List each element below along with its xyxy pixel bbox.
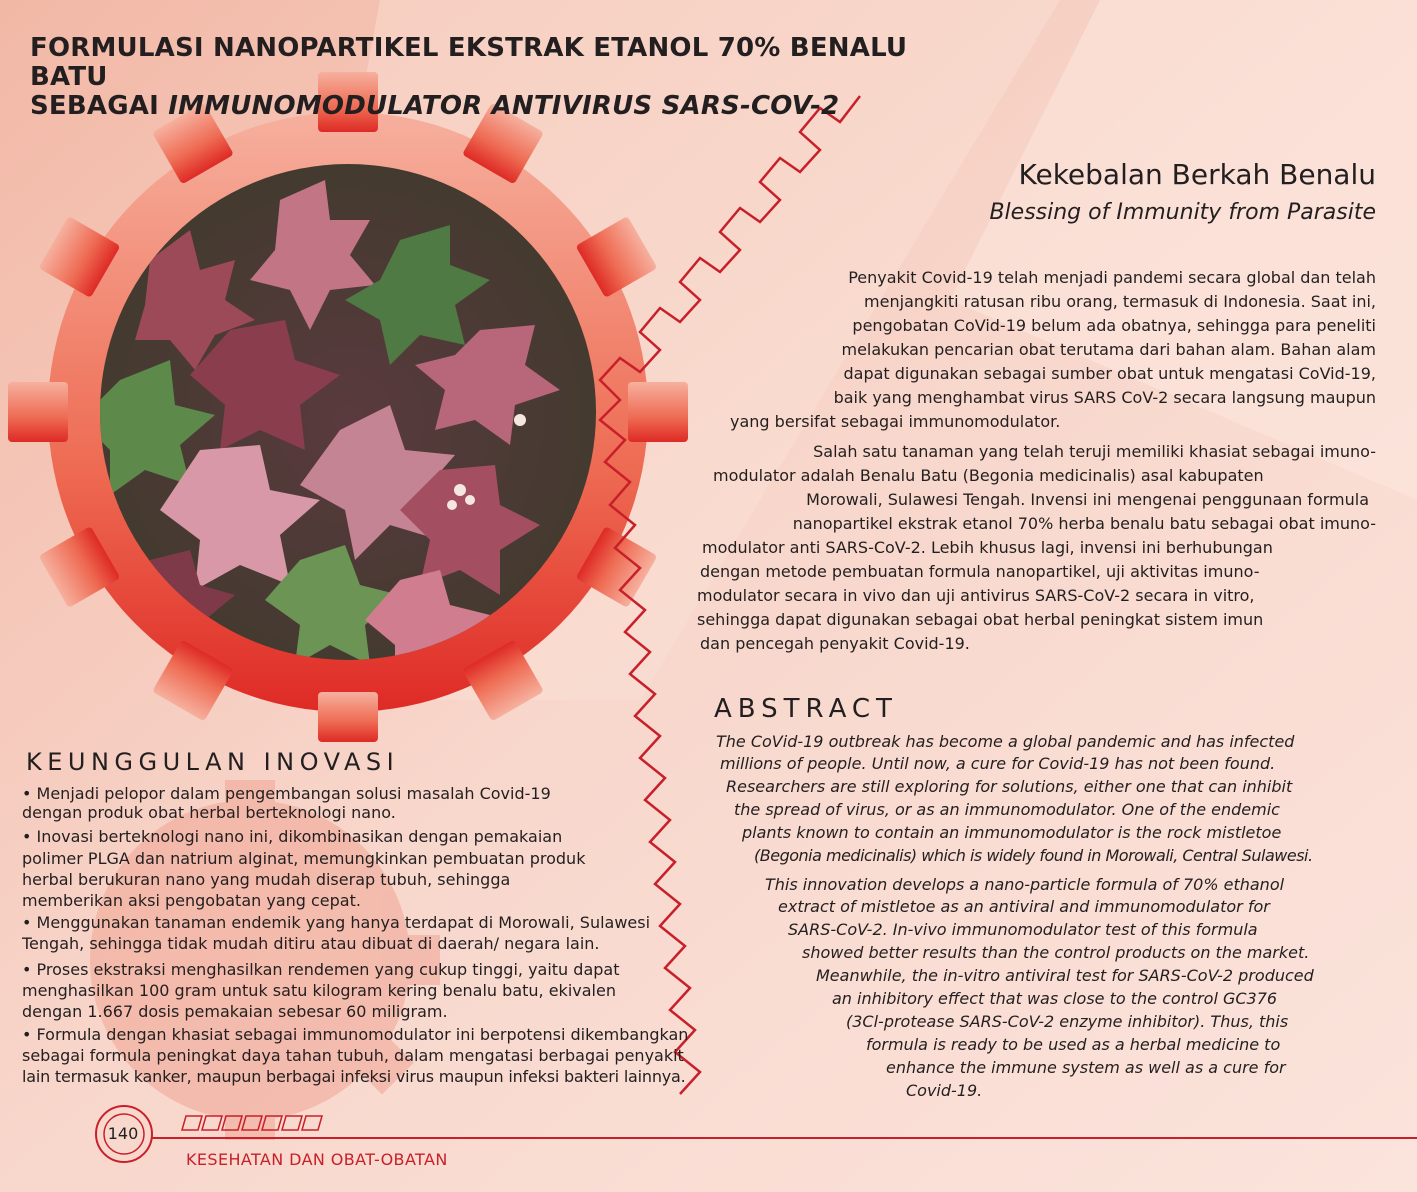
abstract-line: showed better results than the control products on the market. <box>802 943 1310 962</box>
list-item: dengan 1.667 dosis pemakaian sebesar 60 miligram. <box>22 1002 448 1021</box>
list-item: • Inovasi berteknologi nano ini, dikombinasikan dengan pemakaian <box>22 827 563 846</box>
list-item: sebagai formula peningkat daya tahan tubuh, dalam mengatasi berbagai penyakit <box>22 1046 684 1065</box>
abstract-line: Researchers are still exploring for solutions, either one that can inhibit <box>726 777 1293 796</box>
list-item: lain termasuk kanker, maupun berbagai infeksi virus maupun infeksi bakteri lainnya. <box>22 1067 686 1086</box>
intro-line: modulator secara in vivo dan uji antivirus SARS-CoV-2 secara in vitro, <box>697 586 1255 605</box>
abstract-line: Meanwhile, the in-vitro antiviral test for SARS-CoV-2 produced <box>816 966 1314 985</box>
abstract-line: the spread of virus, or as an immunomodulator. One of the endemic <box>734 800 1280 819</box>
intro-line: Salah satu tanaman yang telah teruji memiliki khasiat sebagai imuno- <box>813 442 1376 461</box>
list-item: • Proses ekstraksi menghasilkan rendemen yang cukup tinggi, yaitu dapat <box>22 960 620 979</box>
section-title: Kekebalan Berkah Benalu <box>1018 158 1376 191</box>
list-item: menghasilkan 100 gram untuk satu kilogram kering benalu batu, ekivalen <box>22 981 616 1000</box>
abstract-line: Covid-19. <box>906 1081 983 1100</box>
list-item: Tengah, sehingga tidak mudah ditiru atau dibuat di daerah/ negara lain. <box>22 934 600 953</box>
intro-line: dapat digunakan sebagai sumber obat untuk mengatasi CoVid-19, <box>843 364 1376 383</box>
keunggulan-heading: KEUNGGULAN INOVASI <box>26 748 400 776</box>
list-item: • Menjadi pelopor dalam pengembangan solusi masalah Covid-19 <box>22 784 551 803</box>
abstract-heading: ABSTRACT <box>714 694 898 724</box>
abstract-line: enhance the immune system as well as a cure for <box>886 1058 1286 1077</box>
list-item: • Formula dengan khasiat sebagai immunomodulator ini berpotensi dikembangkan <box>22 1025 689 1044</box>
intro-line: modulator adalah Benalu Batu (Begonia medicinalis) asal kabupaten <box>713 466 1264 485</box>
abstract-line: (3Cl-protease SARS-CoV-2 enzyme inhibitor). Thus, this <box>846 1012 1289 1031</box>
abstract-line: formula is ready to be used as a herbal medicine to <box>866 1035 1281 1054</box>
list-item: herbal berukuran nano yang mudah diserap tubuh, sehingga <box>22 870 511 889</box>
title-line-2: SEBAGAI IMMUNOMODULATOR ANTIVIRUS SARS-COV-2 <box>30 91 840 121</box>
intro-line: Morowali, Sulawesi Tengah. Invensi ini mengenai penggunaan formula <box>806 490 1369 509</box>
abstract-line: an inhibitory effect that was close to the control GC376 <box>832 989 1278 1008</box>
intro-line: dengan metode pembuatan formula nanopartikel, uji aktivitas imuno- <box>700 562 1260 581</box>
list-item: polimer PLGA dan natrium alginat, memungkinkan pembuatan produk <box>22 849 586 868</box>
title-line-1: FORMULASI NANOPARTIKEL EKSTRAK ETANOL 70% BENALU BATU <box>30 33 908 92</box>
intro-line: pengobatan CoVid-19 belum ada obatnya, sehingga para peneliti <box>852 316 1376 335</box>
intro-line: menjangkiti ratusan ribu orang, termasuk di Indonesia. Saat ini, <box>864 292 1376 311</box>
intro-line: dan pencegah penyakit Covid-19. <box>700 634 970 653</box>
intro-line: melakukan pencarian obat terutama dari bahan alam. Bahan alam <box>841 340 1376 359</box>
footer-category: KESEHATAN DAN OBAT-OBATAN <box>186 1150 448 1169</box>
abstract-line: (Begonia medicinalis) which is widely found in Morowali, Central Sulawesi. <box>754 846 1313 865</box>
abstract-line: plants known to contain an immunomodulator is the rock mistletoe <box>742 823 1282 842</box>
abstract-line: SARS-CoV-2. In-vivo immunomodulator test of this formula <box>788 920 1258 939</box>
list-item: • Menggunakan tanaman endemik yang hanya terdapat di Morowali, Sulawesi <box>22 913 651 932</box>
abstract-line: extract of mistletoe as an antiviral and immunomodulator for <box>778 897 1270 916</box>
intro-line: sehingga dapat digunakan sebagai obat herbal peningkat sistem imun <box>697 610 1264 629</box>
page-title <box>30 34 990 121</box>
intro-line: Penyakit Covid-19 telah menjadi pandemi secara global dan telah <box>848 268 1376 287</box>
abstract-line: This innovation develops a nano-particle formula of 70% ethanol <box>765 875 1285 894</box>
intro-line: nanopartikel ekstrak etanol 70% herba benalu batu sebagai obat imuno- <box>792 514 1376 533</box>
list-item: dengan produk obat herbal berteknologi nano. <box>22 803 396 822</box>
section-subtitle: Blessing of Immunity from Parasite <box>989 200 1376 225</box>
intro-line: modulator anti SARS-CoV-2. Lebih khusus lagi, invensi ini berhubungan <box>702 538 1273 557</box>
page-number: 140 <box>107 1124 139 1143</box>
list-item: memberikan aksi pengobatan yang cepat. <box>22 891 361 910</box>
abstract-line: millions of people. Until now, a cure for Covid-19 has not been found. <box>720 754 1276 773</box>
abstract-line: The CoVid-19 outbreak has become a global pandemic and has infected <box>716 732 1295 751</box>
intro-line: yang bersifat sebagai immunomodulator. <box>730 412 1061 431</box>
intro-line: baik yang menghambat virus SARS CoV-2 secara langsung maupun <box>833 388 1376 407</box>
